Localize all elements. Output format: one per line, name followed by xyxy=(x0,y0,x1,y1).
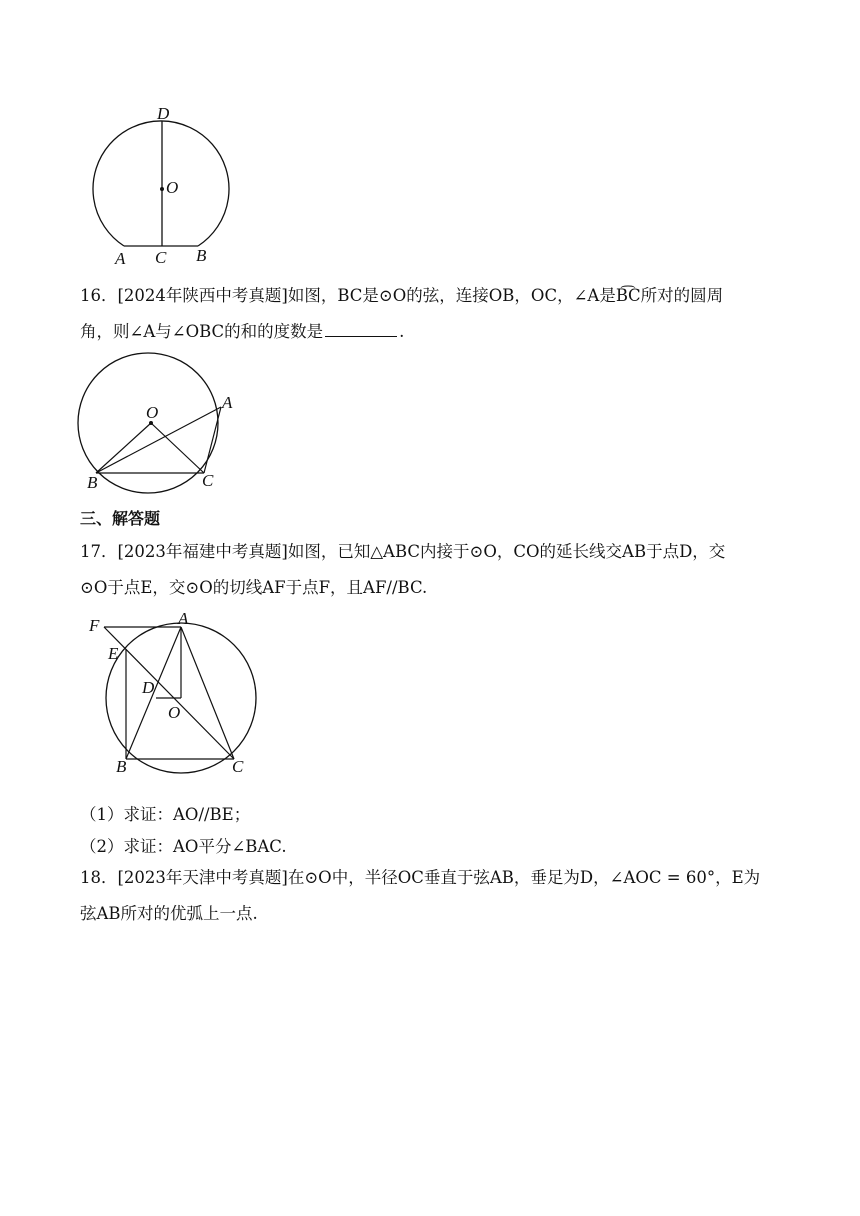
section-heading: 三、解答题 xyxy=(80,509,161,528)
segment-ac xyxy=(181,627,234,759)
label-c: C xyxy=(232,757,244,776)
figure-17-circle xyxy=(84,612,264,778)
label-d: D xyxy=(142,678,155,697)
label-o: O xyxy=(146,403,159,422)
question-16-line-1: 16．[2024年陕西中考真题]如图，BC是⊙O的弦，连接OB，OC，∠A是B͡C所对的圆周 xyxy=(80,286,724,305)
question-18-line-1: 18．[2023年天津中考真题]在⊙O中，半径OC垂直于弦AB，垂足为D，∠AOC = 60°，E为 xyxy=(80,868,761,887)
center-point xyxy=(160,187,164,191)
label-a: A xyxy=(115,249,126,268)
question-17 xyxy=(80,534,780,606)
question-16-line-2: 角，则∠A与∠OBC的和的度数是 . xyxy=(80,322,405,341)
question-18-line-2: 弦AB所对的优弧上一点. xyxy=(80,904,258,923)
line-fc xyxy=(104,627,234,759)
label-o: O xyxy=(168,703,181,722)
label-o: O xyxy=(166,178,179,197)
label-c: C xyxy=(202,471,214,490)
label-e: E xyxy=(108,644,119,663)
circle-major-arc xyxy=(93,121,229,246)
question-17-line-2: ⊙O于点E，交⊙O的切线AF于点F，且AF//BC. xyxy=(80,578,428,597)
question-17-part-2: （2）求证：AO平分∠BAC. xyxy=(80,837,287,856)
question-16 xyxy=(80,278,780,350)
question-17-part-1: （1）求证：AO//BE； xyxy=(80,805,251,824)
question-17-line-1: 17．[2023年福建中考真题]如图，已知△ABC内接于⊙O，CO的延长线交AB于点D，交 xyxy=(80,542,726,561)
label-c: C xyxy=(155,248,167,267)
label-d: D xyxy=(157,104,170,123)
figure-15-circle xyxy=(88,100,248,270)
label-b: B xyxy=(116,757,127,776)
segment-ab xyxy=(96,407,221,473)
label-b: B xyxy=(87,473,98,492)
label-f: F xyxy=(89,616,100,635)
figure-16-circle xyxy=(74,350,244,495)
label-a: A xyxy=(178,612,189,628)
label-a: A xyxy=(222,393,233,412)
answer-blank[interactable] xyxy=(325,322,397,337)
question-18 xyxy=(80,860,780,932)
segment-ac xyxy=(204,407,221,473)
label-b: B xyxy=(196,246,207,265)
